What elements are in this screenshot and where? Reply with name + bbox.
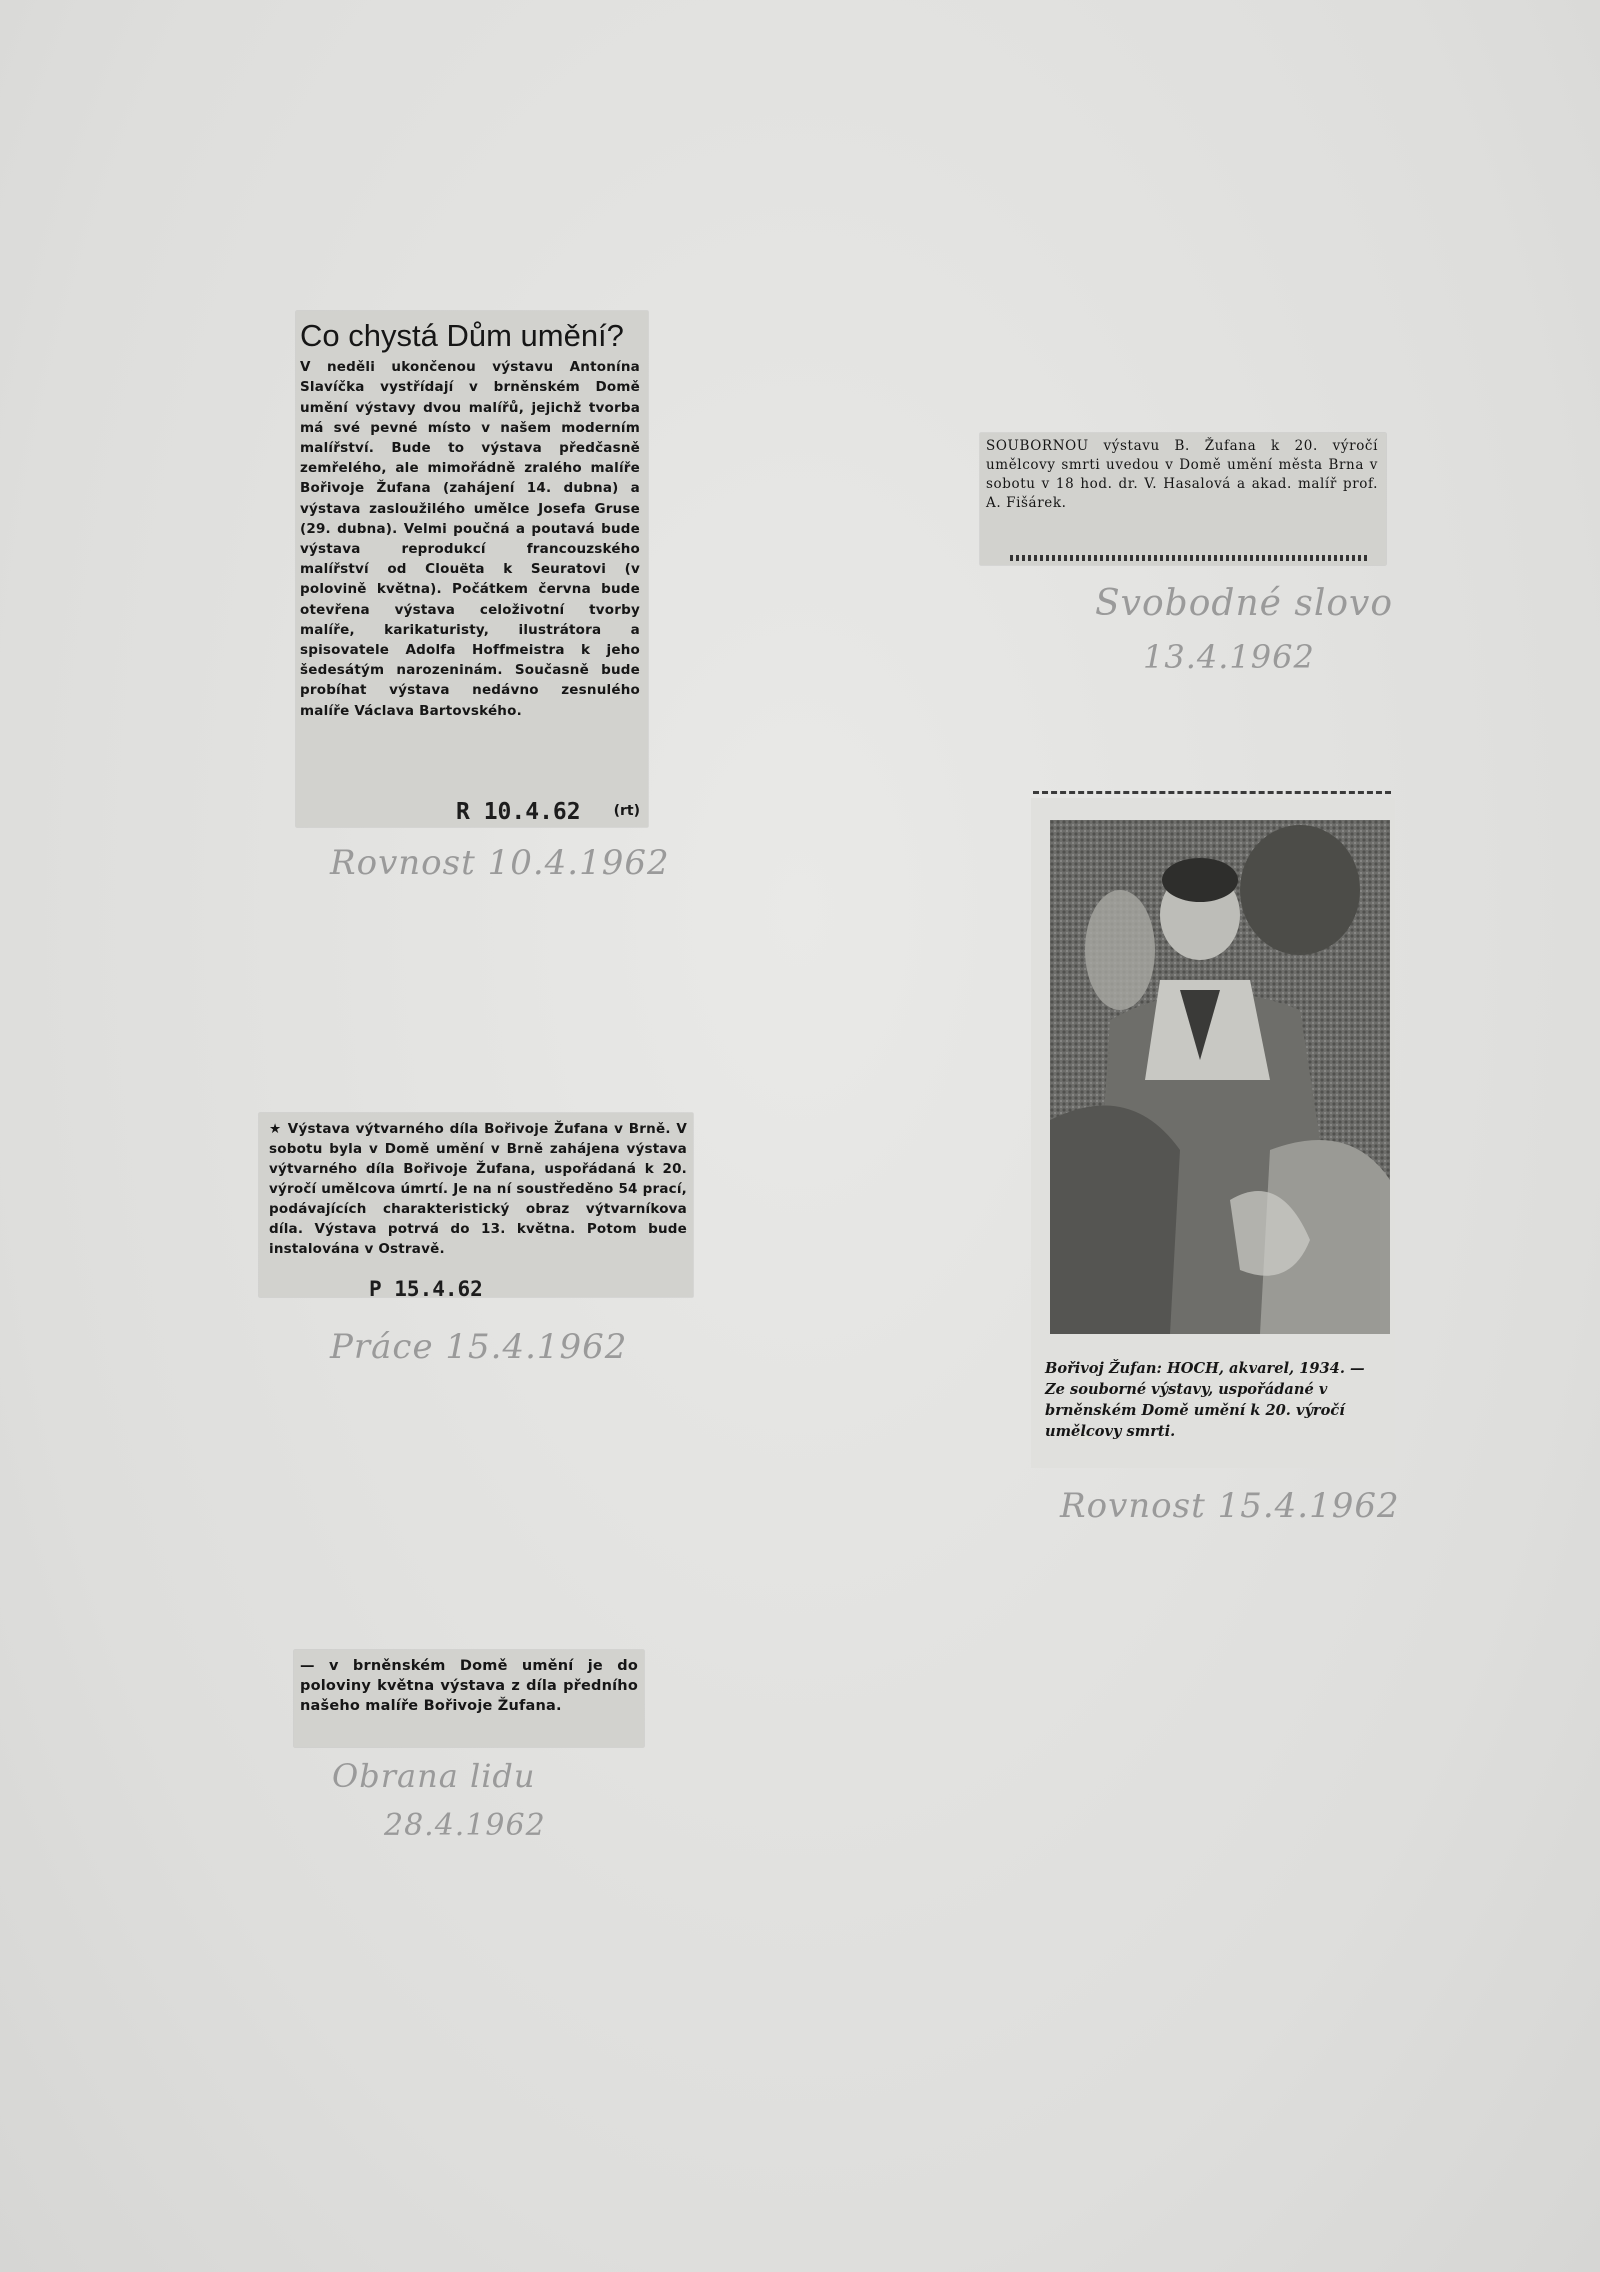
source-note-rovnost-10-4: Rovnost 10.4.1962: [330, 843, 670, 883]
source-note-svobodne-slovo: Svobodné slovo: [1095, 583, 1394, 624]
clipping-obrana-lidu: [294, 1650, 644, 1747]
torn-edge: [1010, 555, 1370, 561]
source-note-date: 28.4.1962: [384, 1808, 546, 1843]
clipping-body: V neděli ukončenou výstavu Antonína Slavíčka vystřídají v brněnském Domě umění výstavy dvou malířů, jejichž tvorba má své pevné místo v našem moderním malířství. Bude to výstava předčasně zemřelého, ale mimořádně zralého malíře Bořivoje Žufana (zahájení 14. dubna) a výstava zasloužilého umělce Josefa Gruse (29. dubna). Velmi poučná a poutavá bude výstava reprodukcí francouzského malířství od Clouëta k Seuratovi (v polovině května). Počátkem června bude otevřena výstava celoživotní tvorby malíře, karikaturisty, ilustrátora a spisovatele Adolfa Hoffmeistra k jeho šedesátým narozeninám. Současně bude probíhat výstava nedávno zesnulého malíře Václava Bartovského.: [300, 359, 640, 719]
clipping-svobodne-slovo: [980, 433, 1386, 565]
source-note-obrana-lidu: Obrana lidu: [332, 1757, 536, 1795]
clipping-text: Výstava výtvarného díla Bořivoje Žufana v Brně. V sobotu byla v Domě umění v Brně zahájena výstava výtvarného díla Bořivoje Žufana, uspořádaná k 20. výročí umělcova úmrtí. Je na ní soustředěno 54 prací, podávajících charakteristický obraz výtvarníkova díla. Výstava potrvá do 13. května. Potom bude instalována v Ostravě.: [269, 1121, 687, 1257]
source-note-date: 13.4.1962: [1143, 638, 1315, 676]
clipping-prace: [259, 1113, 693, 1301]
source-note-prace: Práce 15.4.1962: [330, 1327, 628, 1367]
pen-date-mark: R 10.4.62: [456, 799, 581, 825]
clipping-headline: Co chystá Dům umění?: [300, 318, 624, 353]
star-icon: ★: [269, 1121, 283, 1137]
clipping-rovnost-photo: [1031, 798, 1395, 1468]
clipping-body: [269, 1119, 687, 1259]
clipping-body: SOUBORNOU výstavu B. Žufana k 20. výročí umělcovy smrti uvedou v Domě umění města Brna v sobotu v 18 hod. dr. V. Hasalová a akad. malíř prof. A. Fišárek.: [986, 438, 1378, 511]
source-note-rovnost-15-4: Rovnost 15.4.1962: [1060, 1486, 1400, 1526]
clipping-byline: (rt): [613, 803, 640, 819]
clipping-body: — v brněnském Domě umění je do poloviny května výstava z díla předního našeho malíře Bořivoje Žufana.: [300, 1658, 638, 1714]
photo-caption: Bořivoj Žufan: HOCH, akvarel, 1934. — Ze souborné výstavy, uspořádané v brněnském Domě umění k 20. výročí umělcovy smrti.: [1045, 1360, 1365, 1440]
clipping-rovnost-co-chysta: [296, 311, 648, 827]
pen-date-mark: P 15.4.62: [369, 1277, 483, 1301]
cut-line: [1033, 791, 1391, 794]
artwork-photo: [1050, 820, 1390, 1334]
